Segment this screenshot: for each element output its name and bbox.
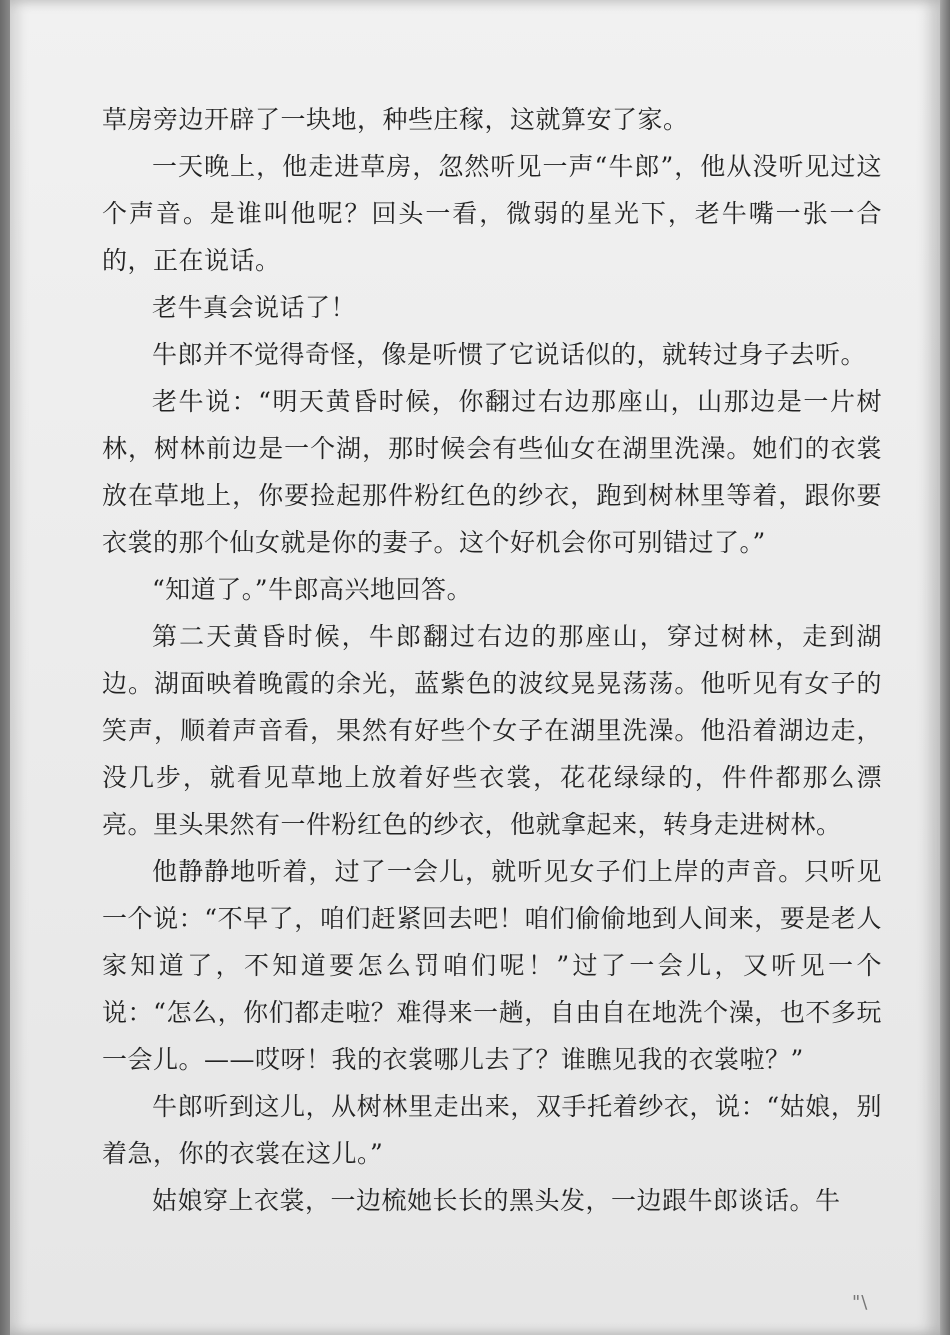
page-text <box>102 96 882 1224</box>
paragraph-7: 第二天黄昏时候，牛郎翻过右边的那座山，穿过树林，走到湖边。湖面映着晚霞的余光，蓝紫色的波纹晃晃荡荡。他听见有女子的笑声，顺着声音看，果然有好些个女子在湖里洗澡。他沿着湖边走，没几步，就看见草地上放着好些衣裳，花花绿绿的，件件都那么漂亮。里头果然有一件粉红色的纱衣，他就拿起来，转身走进树林。 <box>102 622 882 839</box>
paragraph-10: 姑娘穿上衣裳，一边梳她长长的黑头发，一边跟牛郎谈话。牛 <box>152 1186 841 1215</box>
paragraph-2: 一天晚上，他走进草房，忽然听见一声“牛郎”，他从没听见过这个声音。是谁叫他呢？回头一看，微弱的星光下，老牛嘴一张一合的，正在说话。 <box>102 152 882 275</box>
corner-watermark: "\ <box>852 1292 869 1313</box>
paragraph-8: 他静静地听着，过了一会儿，就听见女子们上岸的声音。只听见一个说：“不早了，咱们赶紧回去吧！咱们偷偷地到人间来，要是老人家知道了，不知道要怎么罚咱们呢！”过了一会儿，又听见一个说：“怎么，你们都走啦？难得来一趟，自由自在地洗个澡，也不多玩一会儿。——哎呀！我的衣裳哪儿去了？谁瞧见我的衣裳啦？” <box>102 857 882 1074</box>
paragraph-5: 老牛说：“明天黄昏时候，你翻过右边那座山，山那边是一片树林，树林前边是一个湖，那时候会有些仙女在湖里洗澡。她们的衣裳放在草地上，你要捡起那件粉红色的纱衣，跑到树林里等着，跟你要衣裳的那个仙女就是你的妻子。这个好机会你可别错过了。” <box>102 387 882 557</box>
paragraph-3: 老牛真会说话了！ <box>152 293 357 322</box>
paragraph-1: 草房旁边开辟了一块地，种些庄稼，这就算安了家。 <box>102 105 689 134</box>
paragraph-4: 牛郎并不觉得奇怪，像是听惯了它说话似的，就转过身子去听。 <box>152 340 867 369</box>
paragraph-6: “知道了。”牛郎高兴地回答。 <box>152 575 473 604</box>
paragraph-9: 牛郎听到这儿，从树林里走出来，双手托着纱衣，说：“姑娘，别着急，你的衣裳在这儿。” <box>102 1092 882 1168</box>
